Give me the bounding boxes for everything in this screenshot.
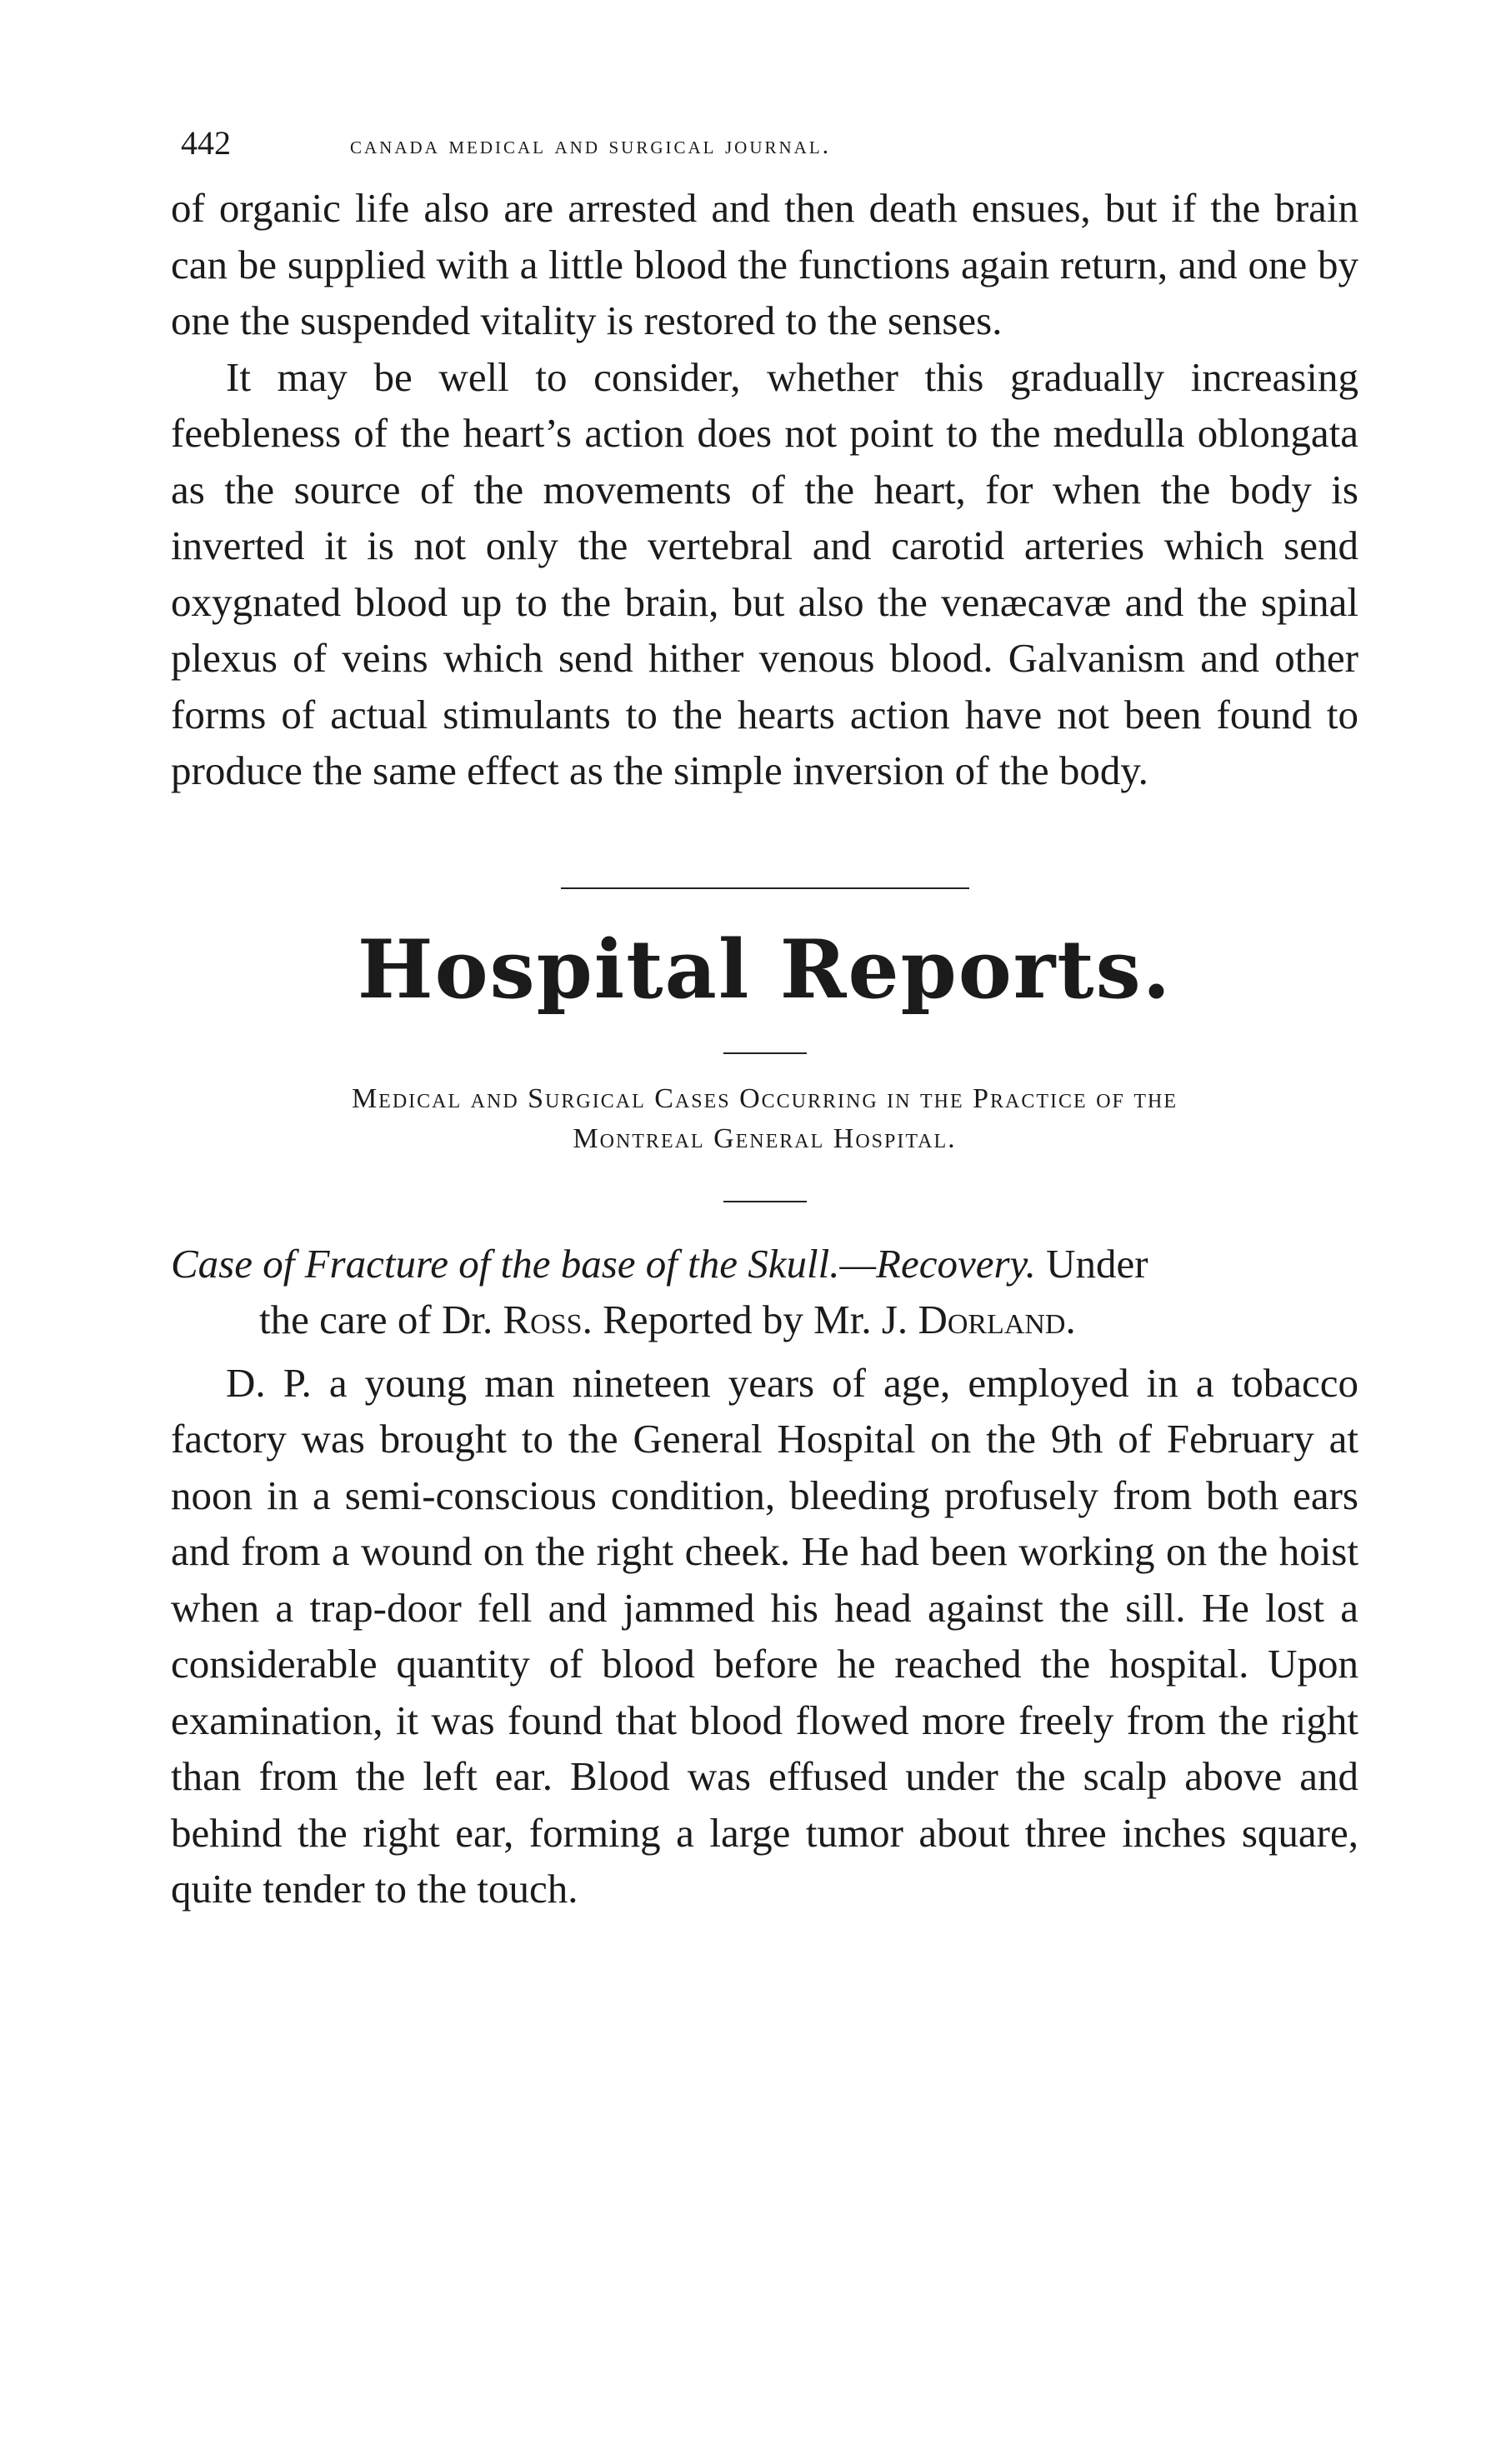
- subtitle-line-1: Medical and Surgical Cases Occurring in the Practice of the: [351, 1082, 1178, 1114]
- subtitle-line-2: Montreal General Hospital.: [573, 1122, 957, 1154]
- subtitle-rule: [723, 1201, 807, 1202]
- case-title-italic: Case of Fracture of the base of the Skull.—Recovery.: [171, 1240, 1036, 1287]
- paragraph-continuation: of organic life also are arrested and then death ensues, but if the brain can be supplied with a little blood the functions again return, and one by one the suspended vitality is restored to the senses.: [171, 185, 1358, 343]
- page: [171, 123, 1358, 1917]
- paragraph-medulla: It may be well to consider, whether this gradually increasing feebleness of the heart’s action does not point to the medulla oblongata as the source of the movements of the heart, for when the body is inverted it is not only the vertebral and carotid arteries which send oxygnated blood up to the brain, but also the venæcavæ and the spinal plexus of veins which send hither venous blood. Galvanism and other forms of actual stimulants to the hearts action have not been found to produce the same effect as the simple inversion of the body.: [171, 353, 1358, 793]
- heading-rule: [723, 1052, 807, 1054]
- case-attribution: [259, 1292, 1358, 1348]
- doctor-name: Ross: [503, 1297, 583, 1342]
- section-heading: Hospital Reports.: [357, 922, 1173, 1017]
- reporter-name: Dorland: [918, 1297, 1066, 1342]
- section-subtitle: [171, 1079, 1358, 1159]
- journal-title: canada medical and surgical journal.: [350, 132, 832, 159]
- running-head: [171, 123, 1358, 173]
- case-title: [171, 1236, 1358, 1292]
- case-body: D. P. a young man nineteen years of age, employed in a tobacco factory was brought to the General Hospital on the 9th of February at noon in a semi-conscious condition, bleeding profusely from both ears and from a wound on the right cheek. He had been working on the hoist when a trap-door fell and jammed his head against the sill. He lost a considerable quantity of blood before he reached the hospital. Upon examination, it was found that blood flowed more freely from the right than from the left ear. Blood was effused under the scalp above and behind the right ear, forming a large tumor about three inches square, quite tender to the touch.: [171, 1359, 1358, 1912]
- reported-prefix: . Reported by Mr. J.: [582, 1297, 918, 1342]
- page-number: 442: [181, 124, 231, 162]
- reported-suffix: .: [1065, 1297, 1076, 1342]
- care-prefix: the care of Dr.: [259, 1297, 503, 1342]
- section-divider: [561, 887, 969, 889]
- case-title-rest: Under: [1035, 1240, 1148, 1287]
